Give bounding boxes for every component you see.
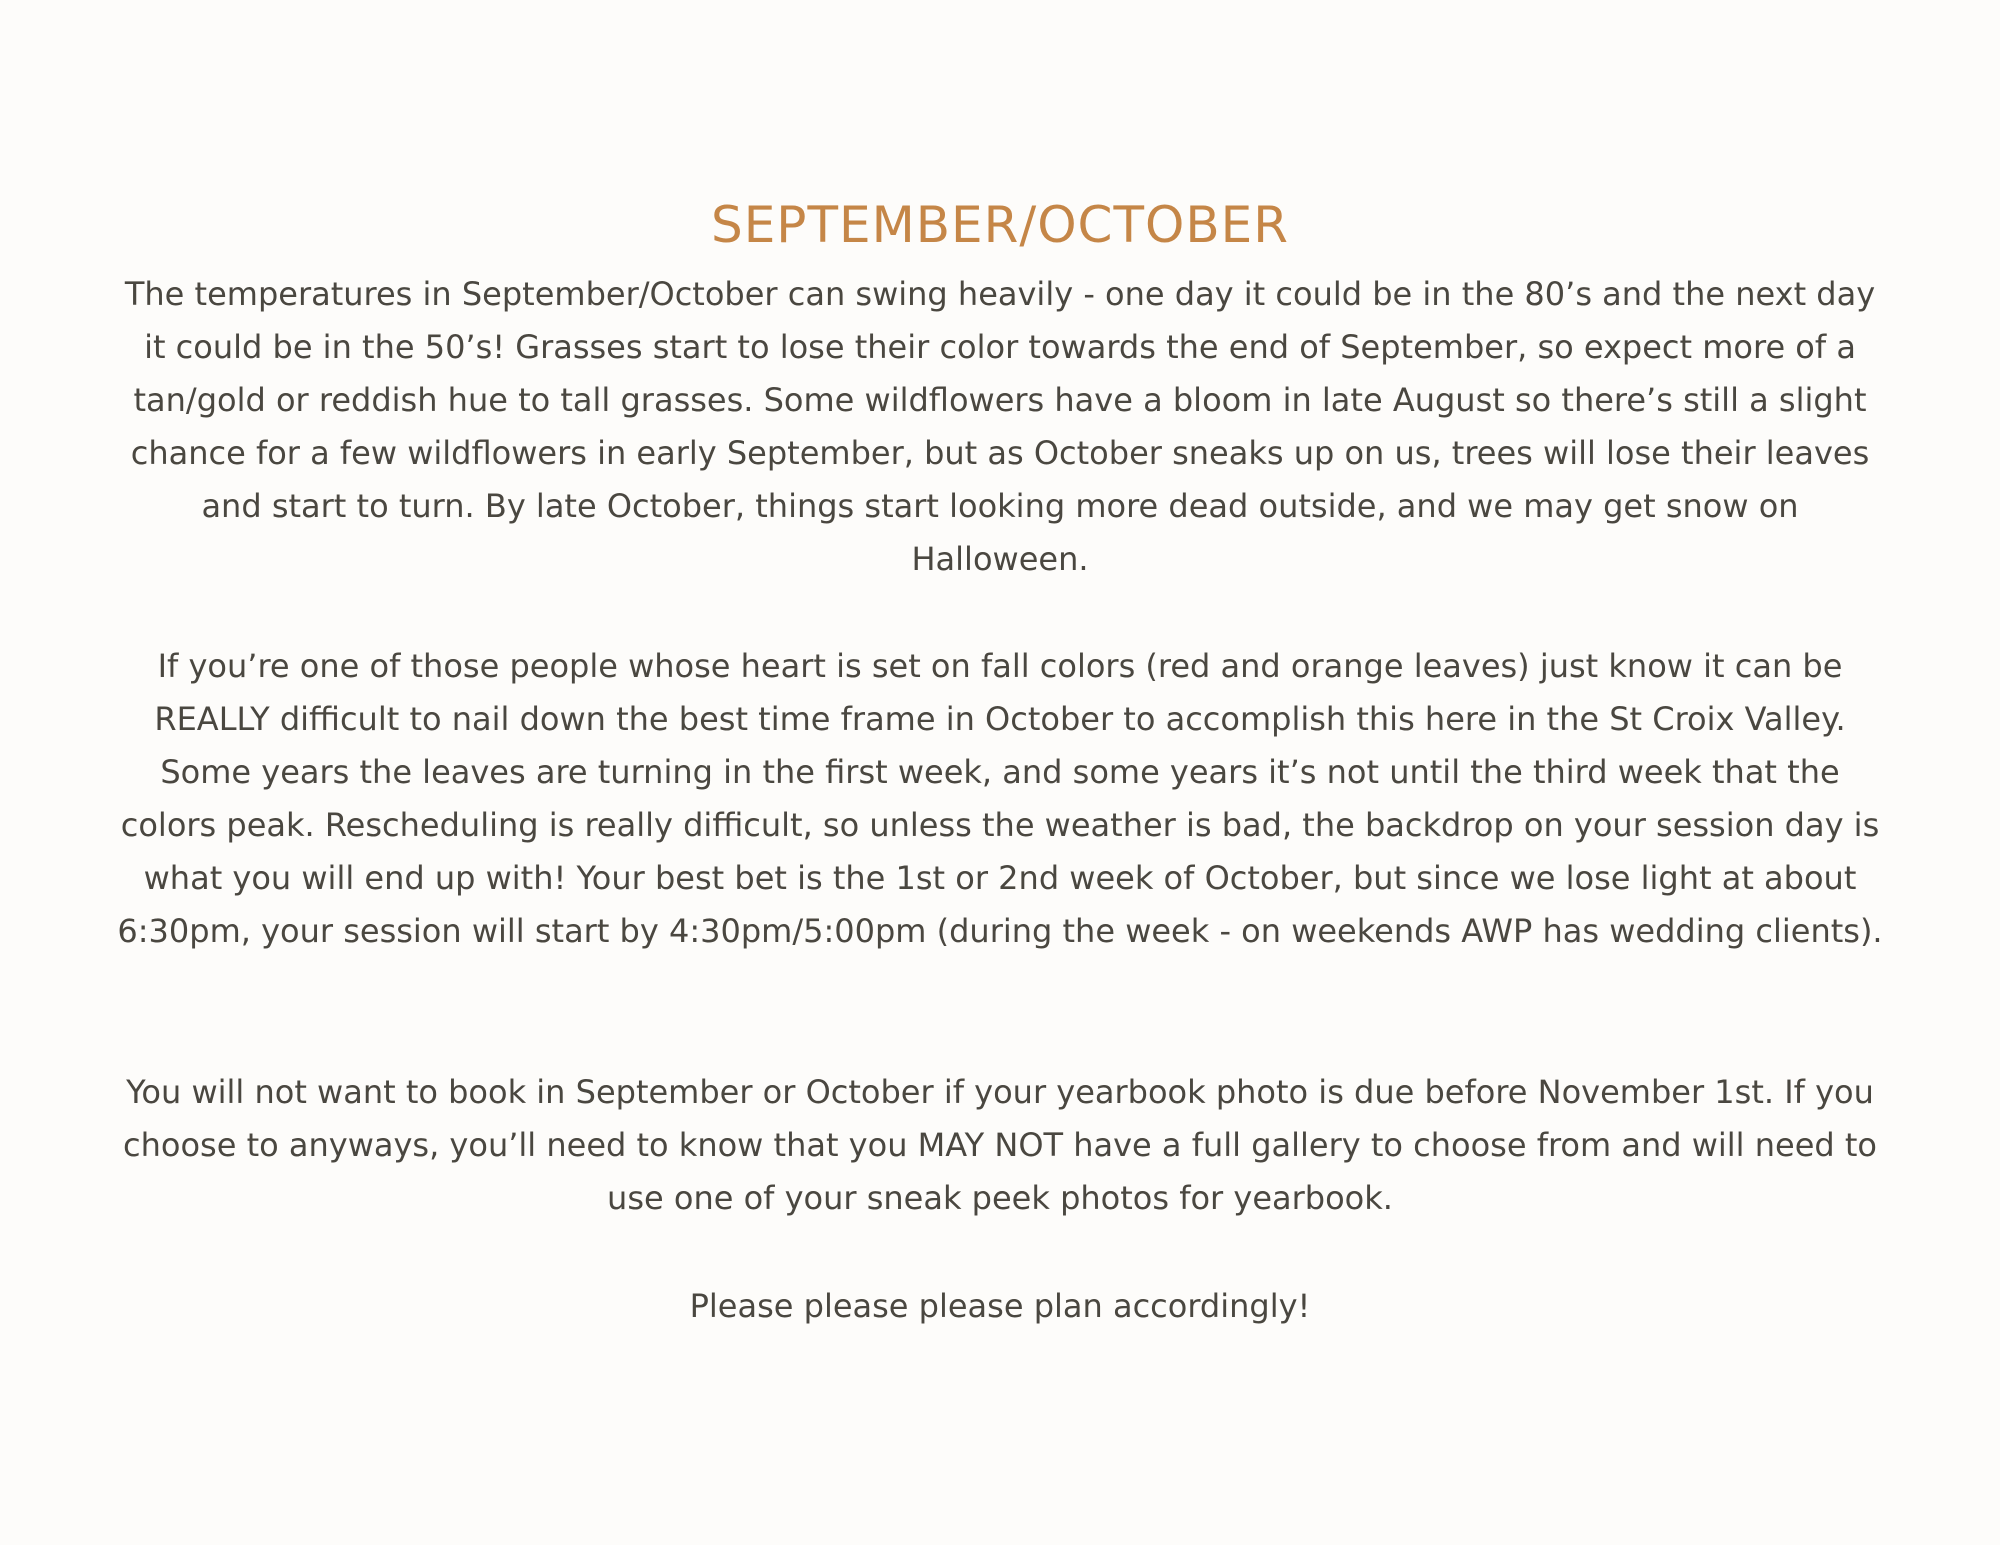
paragraph-fall-colors: If you’re one of those people whose heart is set on fall colors (red and orange leaves) just know it can be REALLY difficult to nail down the best time frame in October to accomplish this here in the St Croix Valley. Some years the leaves are turning in the first week, and some years it’s not until the third week that the colors peak. Rescheduling is really difficult, so unless the weather is bad, the backdrop on your session day is what you will end up with! Your best bet is the 1st or 2nd week of October, but since we lose light at about 6:30pm, your session will start by 4:30pm/5:00pm (during the week - on weekends AWP has wedding clients). — [117, 647, 1883, 950]
paragraph-plan-accordingly: Please please please plan accordingly! — [689, 1287, 1311, 1325]
paragraph-temperatures: The temperatures in September/October can swing heavily - one day it could be in the 80’s and the next day it could be in the 50’s! Grasses start to lose their color towards the end of September, so expect more of a tan/gold or reddish hue to tall grasses. Some wildflowers have a bloom in late August so there’s still a slight chance for a few wildflowers in early September, but as October sneaks up on us, trees will lose their leaves and start to turn. By late October, things start looking more dead outside, and we may get snow on Halloween. — [124, 275, 1876, 578]
paragraph-yearbook: You will not want to book in September or October if your yearbook photo is due before November 1st. If you choose to anyways, you’ll need to know that you MAY NOT have a full gallery to choose from and will need to use one of your sneak peek photos for yearbook. — [123, 1073, 1877, 1217]
page-title: SEPTEMBER/OCTOBER — [710, 196, 1290, 254]
